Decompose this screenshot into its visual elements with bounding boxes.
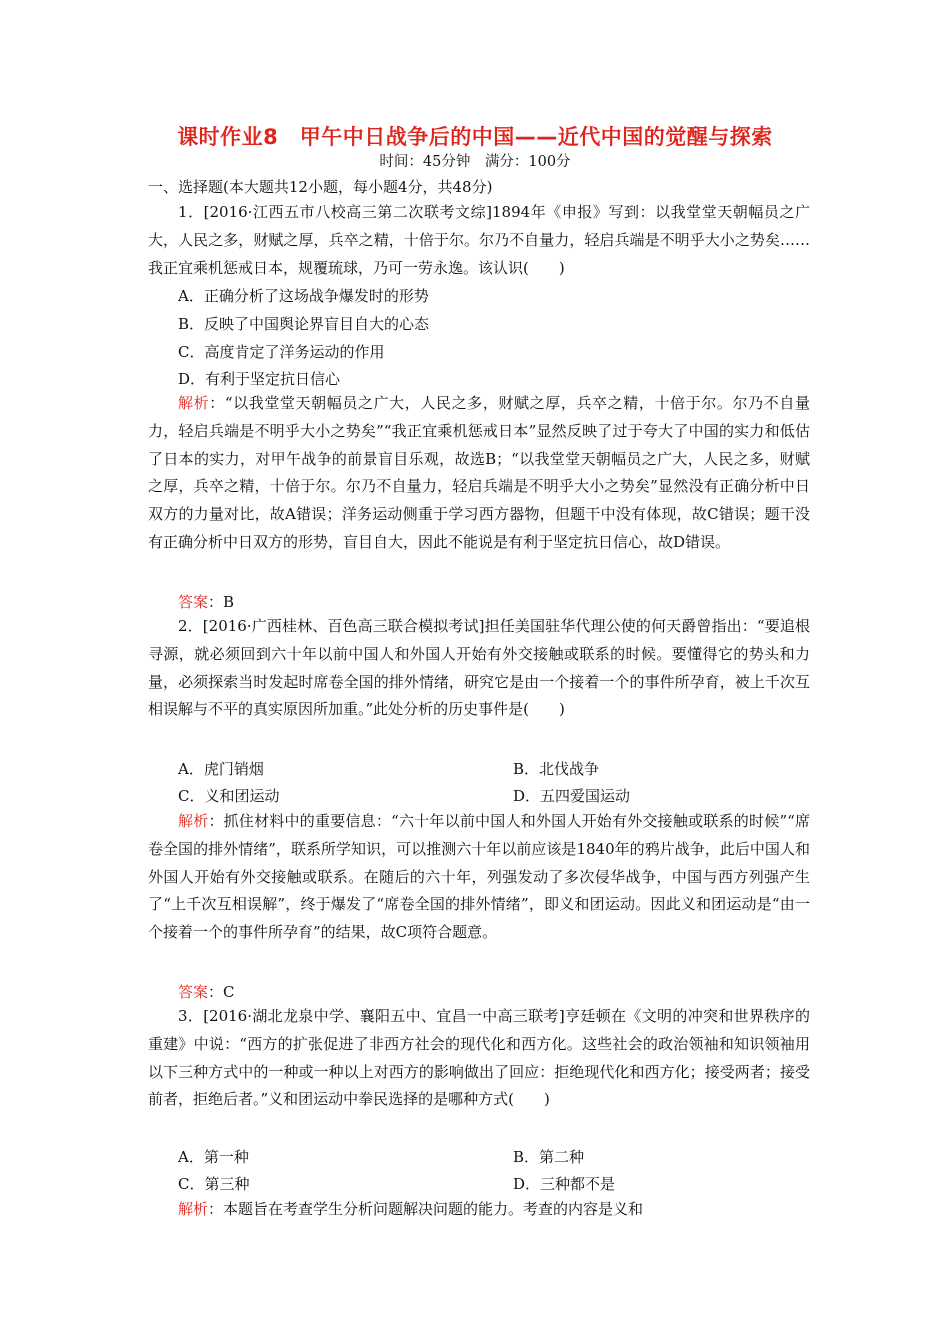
time-score-info: 时间：45分钟 满分：100分 — [379, 154, 571, 170]
question-2-option-b: B．北伐战争 — [513, 760, 600, 778]
question-1-option-d: D．有利于坚定抗日信心 — [178, 370, 341, 388]
question-1-option-c: C．高度肯定了洋务运动的作用 — [178, 343, 385, 361]
analysis-text: ：抓住材料中的重要信息：“六十年以前中国人和外国人开始有外交接触或联系的时候”“席卷全国的排外情绪”，联系所学知识，可以推测六十年以前应该是1840年的鸦片战争，此后中国人和外国人开始有外交接触或联系。在随后的六十年，列强发动了多次侵华战争，中国与西方列强产生了“上千次互相误解”，终于爆发了“席卷全国的排外情绪”，即义和团运动。因此义和团运动是“由一个接着一个的事件所孕育”的结果，故C项符合题意。 — [148, 812, 810, 942]
analysis-text: ：“以我堂堂天朝幅员之广大，人民之多，财赋之厚，兵卒之精，十倍于尔。尔乃不自量力，轻启兵端是不明乎大小之势矣”“我正宜乘机惩戒日本”显然反映了过于夸大了中国的实力和低估了日本的实力，对甲午战争的前景盲目乐观，故选B；“以我堂堂天朝幅员之广大，人民之多，财赋之厚，兵卒之精，十倍于尔。尔乃不自量力，轻启兵端是不明乎大小之势矣”显然没有正确分析中日双方的力量对比，故A错误；洋务运动侧重于学习西方器物，但题干中没有体现，故C错误；题干没有正确分析中日双方的形势，盲目自大，因此不能说是有利于坚定抗日信心，故D错误。 — [148, 394, 810, 551]
question-3-option-b: B．第二种 — [513, 1148, 585, 1166]
question-3-analysis — [148, 1196, 810, 1224]
question-3-option-d: D．三种都不是 — [513, 1175, 616, 1193]
question-1-answer — [178, 591, 234, 612]
answer-value: ：C — [208, 983, 235, 1001]
question-1-option-b: B．反映了中国舆论界盲目自大的心态 — [178, 315, 430, 333]
question-3-option-c: C．第三种 — [178, 1175, 250, 1193]
answer-value: ：B — [208, 593, 235, 611]
question-3-stem: 3．[2016·湖北龙泉中学、襄阳五中、宜昌一中高三联考]亨廷顿在《文明的冲突和世界秩序的重建》中说：“西方的扩张促进了非西方社会的现代化和西方化。这些社会的政治领袖和知识领袖用以下三种方式中的一种或一种以上对西方的影响做出了回应：拒绝现代化和西方化；接受两者；接受前者，拒绝后者。”义和团运动中拳民选择的是哪种方式( ) — [148, 1007, 810, 1109]
question-1-option-a: A．正确分析了这场战争爆发时的形势 — [178, 287, 429, 305]
analysis-label: 解析 — [178, 812, 209, 830]
question-2-analysis — [148, 808, 810, 947]
analysis-label: 解析 — [178, 1200, 209, 1218]
section-heading: 一、选择题(本大题共12小题，每小题4分，共48分) — [148, 178, 493, 196]
page-title: 课时作业8 甲午中日战争后的中国——近代中国的觉醒与探索 — [177, 125, 773, 149]
question-2-option-c: C．义和团运动 — [178, 787, 280, 805]
question-2-option-d: D．五四爱国运动 — [513, 787, 631, 805]
analysis-label: 解析 — [178, 394, 210, 412]
question-2-option-a: A．虎门销烟 — [178, 760, 264, 778]
question-2-stem: 2．[2016·广西桂林、百色高三联合模拟考试]担任美国驻华代理公使的何天爵曾指出：“要追根寻源，就必须回到六十年以前中国人和外国人开始有外交接触或联系的时候。要懂得它的势头和力量，必须探索当时发起时席卷全国的排外情绪，研究它是由一个接着一个的事件所孕育，被上千次互相误解与不平的真实原因所加重。”此处分析的历史事件是( ) — [148, 617, 810, 719]
analysis-text: ：本题旨在考查学生分析问题解决问题的能力。考查的内容是义和 — [208, 1200, 644, 1218]
question-1-stem: 1．[2016·江西五市八校高三第二次联考文综]1894年《申报》写到：以我堂堂天朝幅员之广大，人民之多，财赋之厚，兵卒之精，十倍于尔。尔乃不自量力，轻启兵端是不明乎大小之势矣……我正宜乘机惩戒日本，规覆琉球，乃可一劳永逸。该认识( ) — [148, 203, 810, 277]
answer-label: 答案 — [178, 593, 209, 611]
question-1-analysis — [148, 390, 810, 557]
question-2-answer — [178, 981, 235, 1002]
question-3-option-a: A．第一种 — [178, 1148, 249, 1166]
answer-label: 答案 — [178, 983, 209, 1001]
